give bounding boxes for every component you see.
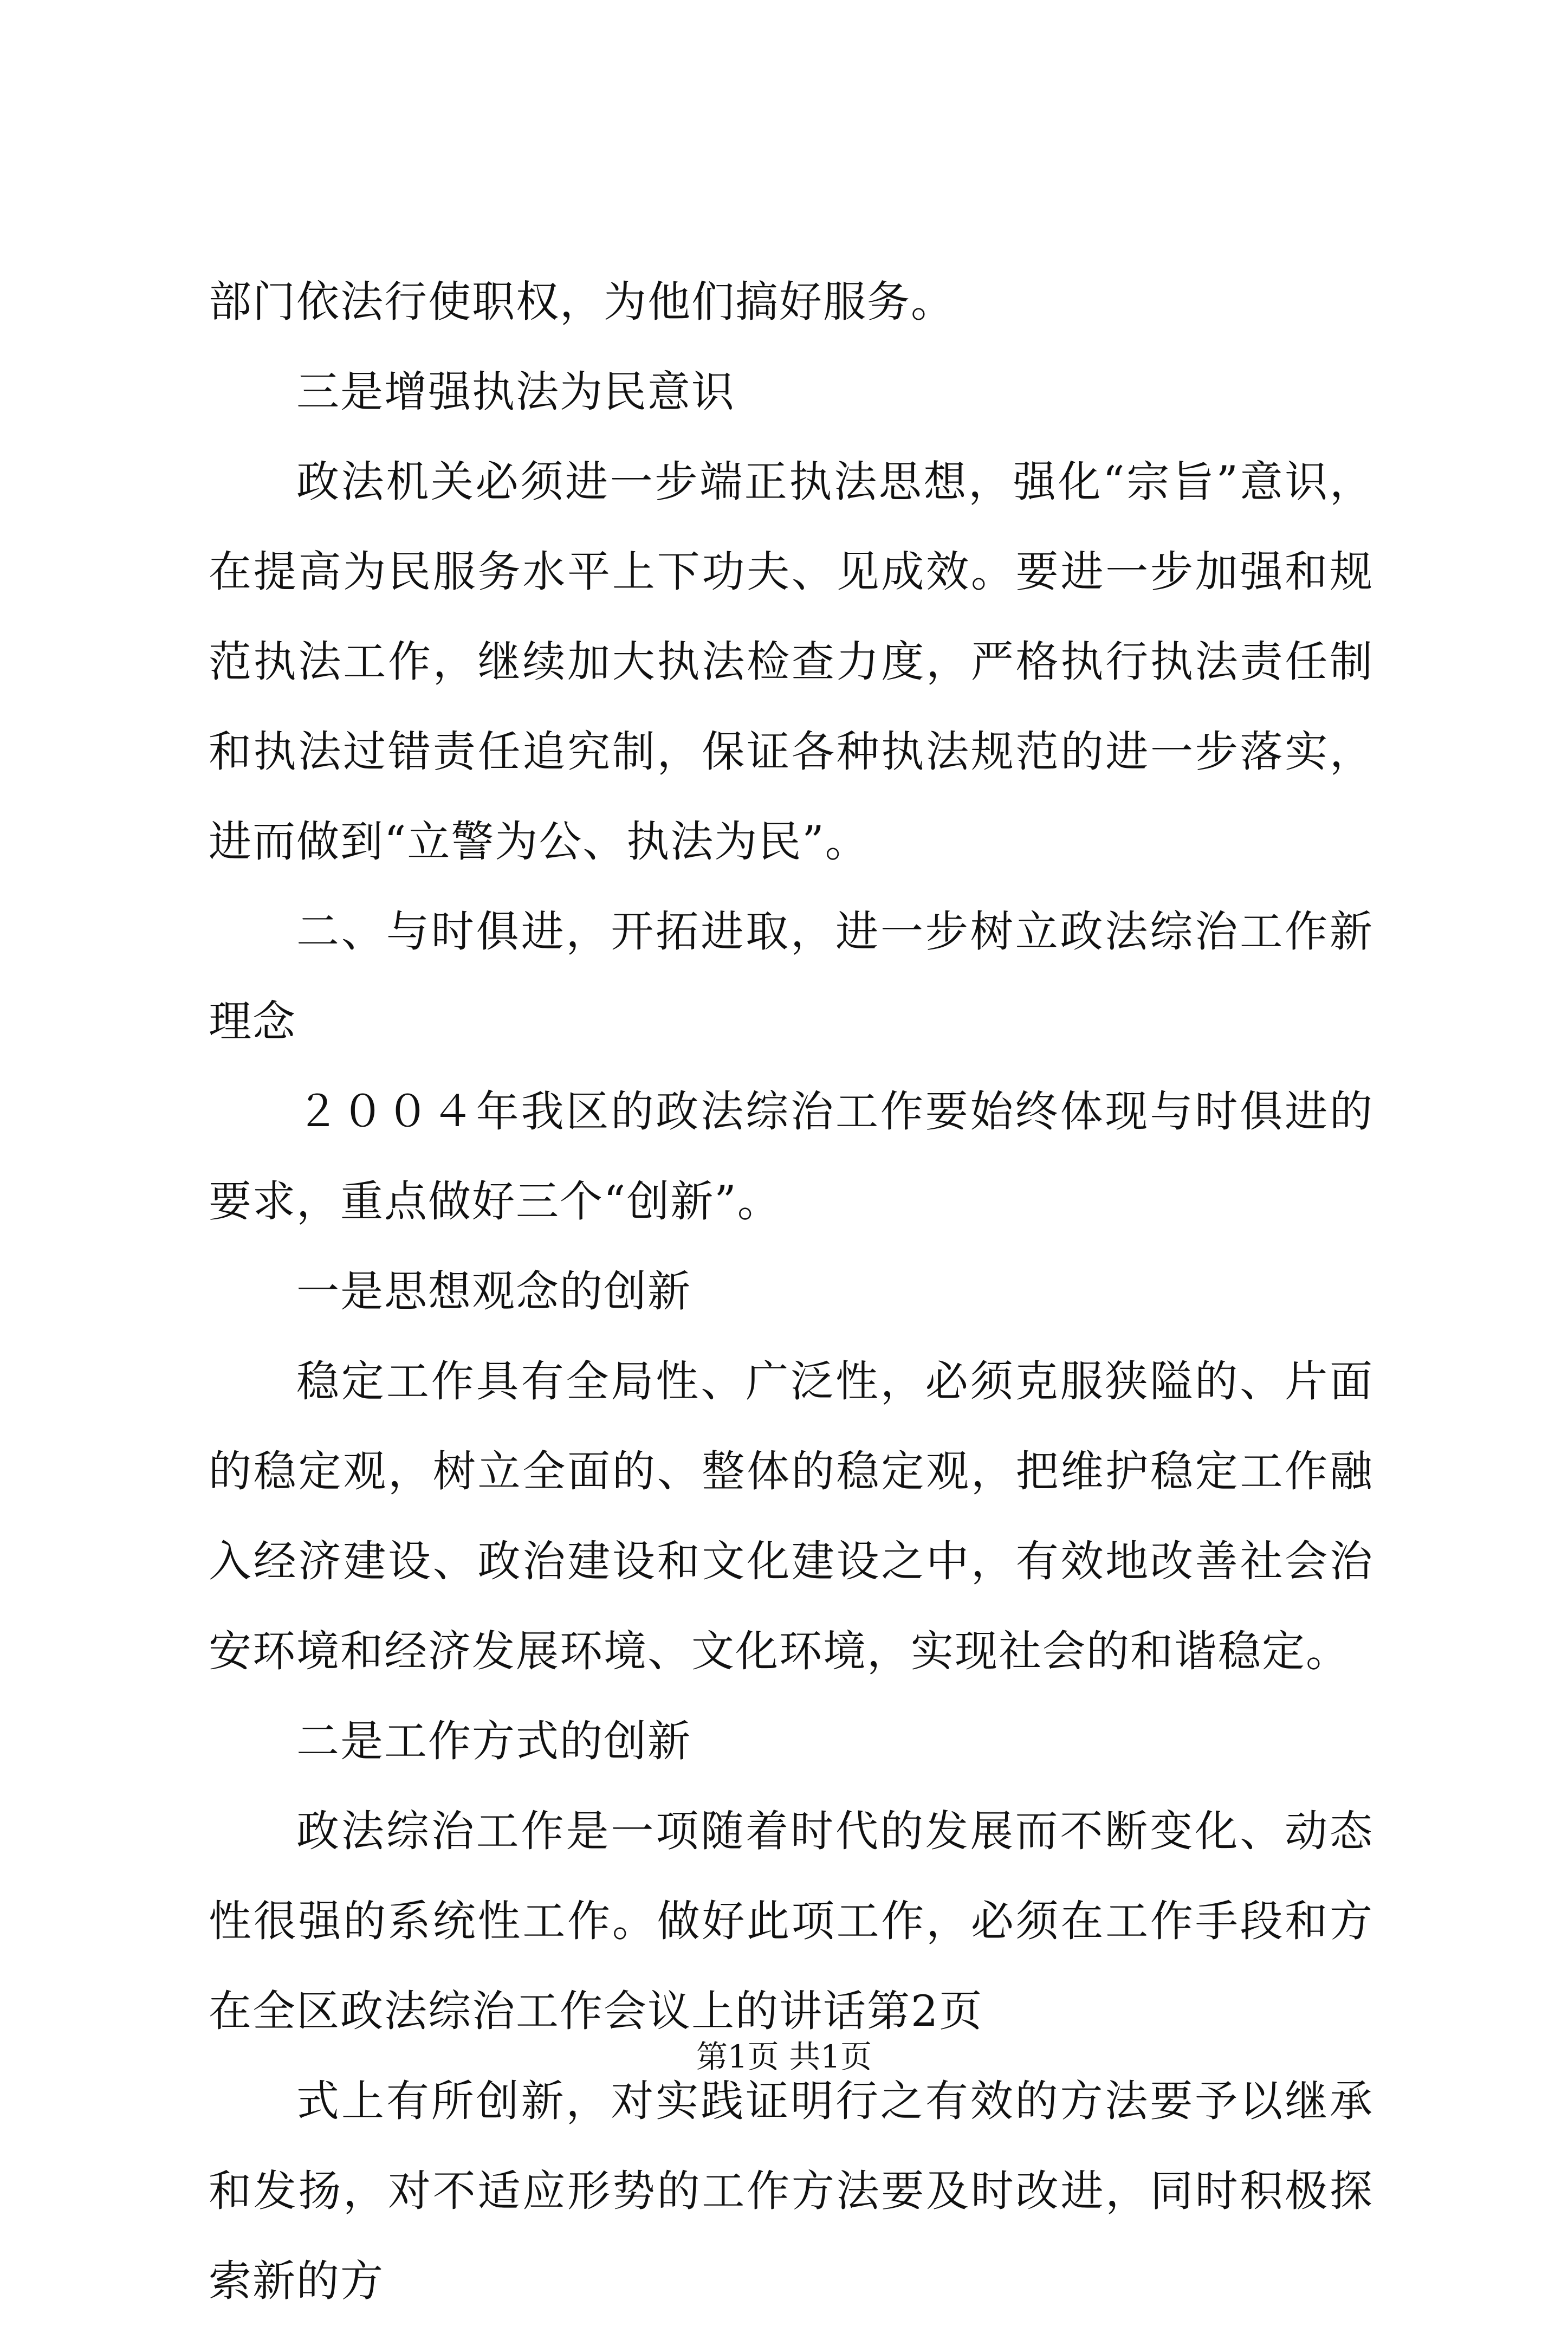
paragraph-9: 政法综治工作是一项随着时代的发展而不断变化、动态性很强的系统性工作。做好此项工作，必须在工作手段和方在全区政法综治工作会议上的讲话第2页 [209,1806,1373,2036]
paragraph-7: 稳定工作具有全局性、广泛性，必须克服狭隘的、片面的稳定观，树立全面的、整体的稳定观，把维护稳定工作融入经济建设、政治建设和文化建设之中，有效地改善社会治安环境和经济发展环境、文化环境，实现社会的和谐稳定。 [209,1356,1373,1676]
heading-thinking-innovation: 一是思想观念的创新 [296,1267,691,1316]
paragraph-1: 部门依法行使职权，为他们搞好服务。 [209,277,955,327]
paragraph-10: 式上有所创新，对实践证明行之有效的方法要予以继承和发扬，对不适应形势的工作方法要及时改进，同时积极探索新的方 [209,2076,1373,2306]
heading-work-method-innovation: 二是工作方式的创新 [296,1716,691,1766]
paragraph-5: ２００４年我区的政法综治工作要始终体现与时俱进的要求，重点做好三个“创新”。 [209,1087,1373,1226]
document-body [209,257,1373,2326]
section-heading-2: 二、与时俱进，开拓进取，进一步树立政法综治工作新理念 [209,907,1373,1046]
page-footer: 第1页 共1页 [696,2038,872,2075]
paragraph-3: 政法机关必须进一步端正执法思想，强化“宗旨”意识，在提高为民服务水平上下功夫、见成效。要进一步加强和规范执法工作，继续加大执法检查力度，严格执行执法责任制和执法过错责任追究制，保证各种执法规范的进一步落实，进而做到“立警为公、执法为民”。 [209,457,1373,867]
heading-enhance-law-enforcement: 三是增强执法为民意识 [296,367,735,417]
